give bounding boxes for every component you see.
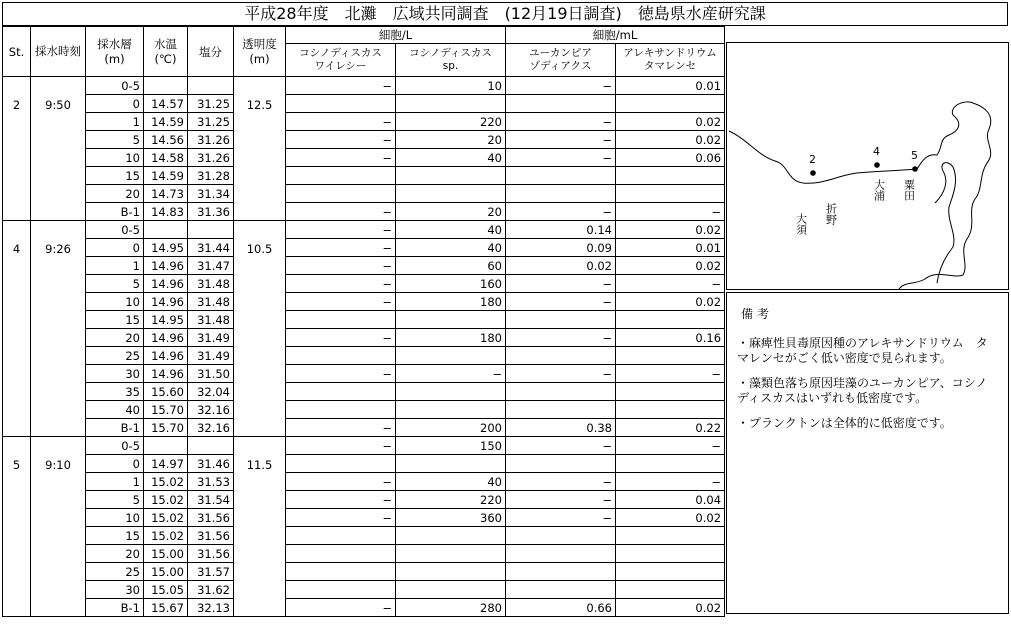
- header-depth: 採水層(m): [86, 27, 144, 77]
- count-eucampia-cell: 0.38: [506, 419, 616, 437]
- sampling-time-cell: 9:10: [31, 437, 86, 617]
- count-eucampia-cell: [506, 95, 616, 113]
- count-wailesii-cell: [286, 455, 396, 473]
- salinity-cell: 31.48: [188, 293, 234, 311]
- count-coscinodiscus-sp-cell: [396, 581, 506, 599]
- count-alexandrium-cell: −: [616, 275, 725, 293]
- count-wailesii-cell: [286, 527, 396, 545]
- header-row-1: [3, 27, 725, 44]
- count-coscinodiscus-sp-cell: [396, 347, 506, 365]
- header-cells-per-L: 細胞/L: [286, 27, 506, 44]
- count-eucampia-cell: [506, 563, 616, 581]
- remarks-heading: 備考: [741, 307, 774, 321]
- count-eucampia-cell: −: [506, 473, 616, 491]
- salinity-cell: 31.34: [188, 185, 234, 203]
- header-station: St.: [3, 27, 31, 77]
- count-wailesii-cell: [286, 581, 396, 599]
- count-wailesii-cell: [286, 185, 396, 203]
- count-coscinodiscus-sp-cell: [396, 95, 506, 113]
- depth-cell: 20: [86, 185, 144, 203]
- table-row: [3, 545, 725, 563]
- count-eucampia-cell: −: [506, 77, 616, 95]
- count-coscinodiscus-sp-cell: 200: [396, 419, 506, 437]
- water-temp-cell: 15.02: [144, 491, 188, 509]
- count-wailesii-cell: −: [286, 221, 396, 239]
- salinity-cell: 31.50: [188, 365, 234, 383]
- count-wailesii-cell: [286, 95, 396, 113]
- table-row: [3, 95, 725, 113]
- depth-cell: B-1: [86, 203, 144, 221]
- count-coscinodiscus-sp-cell: [396, 167, 506, 185]
- count-alexandrium-cell: [616, 185, 725, 203]
- sampling-time-cell: 9:50: [31, 77, 86, 221]
- water-temp-cell: 14.56: [144, 131, 188, 149]
- count-alexandrium-cell: 0.01: [616, 239, 725, 257]
- count-eucampia-cell: [506, 581, 616, 599]
- depth-cell: 10: [86, 149, 144, 167]
- salinity-cell: 31.49: [188, 347, 234, 365]
- depth-cell: 35: [86, 383, 144, 401]
- water-temp-cell: 14.96: [144, 329, 188, 347]
- salinity-cell: 32.16: [188, 419, 234, 437]
- count-coscinodiscus-sp-cell: 220: [396, 491, 506, 509]
- count-eucampia-cell: [506, 167, 616, 185]
- count-alexandrium-cell: [616, 311, 725, 329]
- count-alexandrium-cell: [616, 167, 725, 185]
- table-row: [3, 167, 725, 185]
- table-row: [3, 437, 725, 455]
- table-row: [3, 491, 725, 509]
- sampling-time-cell: 9:26: [31, 221, 86, 437]
- count-wailesii-cell: −: [286, 257, 396, 275]
- salinity-cell: 31.56: [188, 509, 234, 527]
- salinity-cell: 31.54: [188, 491, 234, 509]
- table-row: [3, 311, 725, 329]
- table-row: [3, 77, 725, 95]
- count-wailesii-cell: [286, 545, 396, 563]
- salinity-cell: 31.47: [188, 257, 234, 275]
- table-row: [3, 239, 725, 257]
- station-2-marker: [810, 170, 816, 176]
- count-alexandrium-cell: 0.02: [616, 509, 725, 527]
- water-temp-cell: 14.59: [144, 113, 188, 131]
- water-temp-cell: 15.02: [144, 509, 188, 527]
- depth-cell: 0: [86, 455, 144, 473]
- salinity-cell: 31.53: [188, 473, 234, 491]
- station-4-marker: [874, 162, 880, 168]
- count-alexandrium-cell: [616, 527, 725, 545]
- count-coscinodiscus-sp-cell: 10: [396, 77, 506, 95]
- header-species-3: ユーカンピア ゾディアクス: [506, 44, 616, 77]
- salinity-cell: 31.62: [188, 581, 234, 599]
- count-wailesii-cell: −: [286, 365, 396, 383]
- count-wailesii-cell: −: [286, 275, 396, 293]
- water-temp-cell: 14.83: [144, 203, 188, 221]
- count-wailesii-cell: [286, 383, 396, 401]
- count-coscinodiscus-sp-cell: [396, 455, 506, 473]
- table-row: [3, 509, 725, 527]
- depth-cell: 30: [86, 365, 144, 383]
- count-wailesii-cell: −: [286, 131, 396, 149]
- count-coscinodiscus-sp-cell: 40: [396, 221, 506, 239]
- count-alexandrium-cell: −: [616, 203, 725, 221]
- table-row: [3, 599, 725, 617]
- count-coscinodiscus-sp-cell: [396, 311, 506, 329]
- table-row: [3, 221, 725, 239]
- count-wailesii-cell: −: [286, 509, 396, 527]
- depth-cell: 30: [86, 581, 144, 599]
- water-temp-cell: 15.60: [144, 383, 188, 401]
- depth-cell: 10: [86, 509, 144, 527]
- header-time: 採水時刻: [31, 27, 86, 77]
- depth-cell: 15: [86, 167, 144, 185]
- water-temp-cell: 15.02: [144, 527, 188, 545]
- count-wailesii-cell: [286, 347, 396, 365]
- transparency-cell: 12.5: [234, 77, 286, 221]
- depth-cell: 5: [86, 491, 144, 509]
- count-alexandrium-cell: [616, 455, 725, 473]
- count-wailesii-cell: [286, 563, 396, 581]
- table-row: [3, 329, 725, 347]
- count-coscinodiscus-sp-cell: 40: [396, 239, 506, 257]
- water-temp-cell: 14.96: [144, 365, 188, 383]
- water-temp-cell: 14.58: [144, 149, 188, 167]
- table-row: [3, 347, 725, 365]
- count-eucampia-cell: [506, 545, 616, 563]
- salinity-cell: 31.26: [188, 131, 234, 149]
- count-coscinodiscus-sp-cell: −: [396, 365, 506, 383]
- count-alexandrium-cell: −: [616, 473, 725, 491]
- count-eucampia-cell: 0.09: [506, 239, 616, 257]
- salinity-cell: 31.44: [188, 239, 234, 257]
- salinity-cell: 31.48: [188, 311, 234, 329]
- salinity-cell: 32.04: [188, 383, 234, 401]
- salinity-cell: 32.13: [188, 599, 234, 617]
- water-temp-cell: 15.70: [144, 401, 188, 419]
- water-temp-cell: 14.96: [144, 257, 188, 275]
- depth-cell: 15: [86, 527, 144, 545]
- station-5-marker: [912, 166, 918, 172]
- count-coscinodiscus-sp-cell: [396, 185, 506, 203]
- place-orino: 折野: [824, 203, 838, 225]
- count-eucampia-cell: −: [506, 275, 616, 293]
- table-row: [3, 365, 725, 383]
- place-oura: 大浦: [872, 179, 886, 201]
- count-eucampia-cell: 0.02: [506, 257, 616, 275]
- count-coscinodiscus-sp-cell: 150: [396, 437, 506, 455]
- count-wailesii-cell: −: [286, 239, 396, 257]
- table-row: [3, 383, 725, 401]
- header-species-4: アレキサンドリウム タマレンセ: [616, 44, 725, 77]
- count-wailesii-cell: −: [286, 77, 396, 95]
- count-alexandrium-cell: 0.01: [616, 77, 725, 95]
- salinity-cell: [188, 221, 234, 239]
- header-species-1: コシノディスカス ワイレシー: [286, 44, 396, 77]
- count-coscinodiscus-sp-cell: 180: [396, 329, 506, 347]
- table-row: [3, 275, 725, 293]
- water-temp-cell: 15.70: [144, 419, 188, 437]
- depth-cell: 5: [86, 131, 144, 149]
- count-coscinodiscus-sp-cell: 180: [396, 293, 506, 311]
- table-row: [3, 581, 725, 599]
- count-wailesii-cell: −: [286, 473, 396, 491]
- salinity-cell: 31.25: [188, 113, 234, 131]
- count-eucampia-cell: [506, 185, 616, 203]
- count-wailesii-cell: −: [286, 437, 396, 455]
- water-temp-cell: 14.95: [144, 239, 188, 257]
- water-temp-cell: 15.05: [144, 581, 188, 599]
- depth-cell: B-1: [86, 419, 144, 437]
- header-transparency: 透明度(m): [234, 27, 286, 77]
- depth-cell: 0: [86, 95, 144, 113]
- water-temp-cell: 14.96: [144, 275, 188, 293]
- count-wailesii-cell: −: [286, 329, 396, 347]
- depth-cell: 1: [86, 113, 144, 131]
- water-temp-cell: 15.00: [144, 545, 188, 563]
- count-alexandrium-cell: 0.22: [616, 419, 725, 437]
- table-row: [3, 257, 725, 275]
- count-wailesii-cell: [286, 311, 396, 329]
- salinity-cell: 31.28: [188, 167, 234, 185]
- table-row: [3, 131, 725, 149]
- count-alexandrium-cell: [616, 347, 725, 365]
- salinity-cell: 31.57: [188, 563, 234, 581]
- count-alexandrium-cell: [616, 545, 725, 563]
- count-wailesii-cell: −: [286, 203, 396, 221]
- table-row: [3, 113, 725, 131]
- count-eucampia-cell: [506, 311, 616, 329]
- count-wailesii-cell: −: [286, 599, 396, 617]
- count-eucampia-cell: −: [506, 365, 616, 383]
- location-map: [726, 42, 1009, 290]
- transparency-cell: 11.5: [234, 437, 286, 617]
- water-temp-cell: 14.59: [144, 167, 188, 185]
- remarks-panel: [726, 292, 1009, 614]
- salinity-cell: 31.36: [188, 203, 234, 221]
- depth-cell: 0: [86, 239, 144, 257]
- remark-item-3: ・プランクトンは全体的に低密度です。: [737, 416, 952, 430]
- depth-cell: 0-5: [86, 77, 144, 95]
- count-coscinodiscus-sp-cell: 20: [396, 203, 506, 221]
- table-row: [3, 563, 725, 581]
- count-eucampia-cell: [506, 527, 616, 545]
- station-4-label: 4: [873, 145, 880, 158]
- count-coscinodiscus-sp-cell: [396, 383, 506, 401]
- data-body: [3, 77, 725, 617]
- count-coscinodiscus-sp-cell: 280: [396, 599, 506, 617]
- depth-cell: B-1: [86, 599, 144, 617]
- table-row: [3, 527, 725, 545]
- count-eucampia-cell: [506, 455, 616, 473]
- count-eucampia-cell: −: [506, 509, 616, 527]
- depth-cell: 5: [86, 275, 144, 293]
- place-osu: 大須: [794, 213, 808, 235]
- count-alexandrium-cell: 0.02: [616, 221, 725, 239]
- count-wailesii-cell: −: [286, 149, 396, 167]
- count-alexandrium-cell: −: [616, 365, 725, 383]
- count-alexandrium-cell: 0.02: [616, 293, 725, 311]
- table-row: [3, 401, 725, 419]
- header-water-temp: 水温(℃): [144, 27, 188, 77]
- count-alexandrium-cell: [616, 95, 725, 113]
- count-eucampia-cell: [506, 347, 616, 365]
- salinity-cell: 31.56: [188, 545, 234, 563]
- count-alexandrium-cell: 0.04: [616, 491, 725, 509]
- count-coscinodiscus-sp-cell: [396, 401, 506, 419]
- count-eucampia-cell: −: [506, 113, 616, 131]
- water-temp-cell: 15.00: [144, 563, 188, 581]
- depth-cell: 10: [86, 293, 144, 311]
- count-wailesii-cell: −: [286, 113, 396, 131]
- depth-cell: 25: [86, 563, 144, 581]
- count-wailesii-cell: [286, 167, 396, 185]
- count-coscinodiscus-sp-cell: 160: [396, 275, 506, 293]
- salinity-cell: 31.49: [188, 329, 234, 347]
- table-row: [3, 185, 725, 203]
- table-row: [3, 473, 725, 491]
- salinity-cell: 32.16: [188, 401, 234, 419]
- salinity-cell: 31.26: [188, 149, 234, 167]
- count-coscinodiscus-sp-cell: 40: [396, 149, 506, 167]
- count-eucampia-cell: −: [506, 329, 616, 347]
- count-eucampia-cell: [506, 401, 616, 419]
- count-eucampia-cell: −: [506, 149, 616, 167]
- water-temp-cell: 14.96: [144, 347, 188, 365]
- count-wailesii-cell: −: [286, 293, 396, 311]
- count-eucampia-cell: −: [506, 437, 616, 455]
- station-2-label: 2: [809, 153, 816, 166]
- salinity-cell: [188, 77, 234, 95]
- count-alexandrium-cell: −: [616, 437, 725, 455]
- water-temp-cell: 15.02: [144, 473, 188, 491]
- depth-cell: 0-5: [86, 437, 144, 455]
- count-alexandrium-cell: 0.02: [616, 257, 725, 275]
- depth-cell: 25: [86, 347, 144, 365]
- count-eucampia-cell: −: [506, 491, 616, 509]
- water-temp-cell: [144, 437, 188, 455]
- count-coscinodiscus-sp-cell: [396, 563, 506, 581]
- water-temp-cell: 15.67: [144, 599, 188, 617]
- header-salinity: 塩分: [188, 27, 234, 77]
- count-alexandrium-cell: 0.02: [616, 599, 725, 617]
- report-title: 平成28年度 北灘 広域共同調査 (12月19日調査) 徳島県水産研究課: [2, 2, 1008, 26]
- water-temp-cell: 14.57: [144, 95, 188, 113]
- header-species-2: コシノディスカス sp.: [396, 44, 506, 77]
- place-awata: 粟田: [902, 179, 916, 201]
- water-temp-cell: [144, 77, 188, 95]
- count-alexandrium-cell: [616, 563, 725, 581]
- depth-cell: 15: [86, 311, 144, 329]
- count-wailesii-cell: −: [286, 491, 396, 509]
- count-eucampia-cell: 0.66: [506, 599, 616, 617]
- count-wailesii-cell: −: [286, 419, 396, 437]
- station-id-cell: 5: [3, 437, 31, 617]
- count-eucampia-cell: −: [506, 131, 616, 149]
- water-temp-cell: [144, 221, 188, 239]
- water-temp-cell: 14.96: [144, 293, 188, 311]
- count-coscinodiscus-sp-cell: 220: [396, 113, 506, 131]
- count-alexandrium-cell: 0.16: [616, 329, 725, 347]
- count-alexandrium-cell: [616, 383, 725, 401]
- count-wailesii-cell: [286, 401, 396, 419]
- coastline-map: [727, 43, 1008, 289]
- depth-cell: 1: [86, 257, 144, 275]
- count-coscinodiscus-sp-cell: 60: [396, 257, 506, 275]
- depth-cell: 1: [86, 473, 144, 491]
- table-row: [3, 149, 725, 167]
- count-alexandrium-cell: 0.02: [616, 131, 725, 149]
- count-coscinodiscus-sp-cell: 40: [396, 473, 506, 491]
- depth-cell: 0-5: [86, 221, 144, 239]
- salinity-cell: 31.25: [188, 95, 234, 113]
- water-temp-cell: 14.97: [144, 455, 188, 473]
- water-temp-cell: 14.95: [144, 311, 188, 329]
- salinity-cell: 31.56: [188, 527, 234, 545]
- count-coscinodiscus-sp-cell: 20: [396, 131, 506, 149]
- count-alexandrium-cell: 0.02: [616, 113, 725, 131]
- count-coscinodiscus-sp-cell: 360: [396, 509, 506, 527]
- count-eucampia-cell: −: [506, 293, 616, 311]
- station-id-cell: 4: [3, 221, 31, 437]
- salinity-cell: [188, 437, 234, 455]
- count-eucampia-cell: [506, 383, 616, 401]
- remark-item-2: ・藻類色落ち原因珪藻のユーカンピア、コシノディスカスはいずれも低密度です。: [737, 376, 988, 405]
- count-alexandrium-cell: 0.06: [616, 149, 725, 167]
- station-5-label: 5: [911, 149, 918, 162]
- survey-data-table: [2, 26, 725, 617]
- depth-cell: 20: [86, 329, 144, 347]
- salinity-cell: 31.48: [188, 275, 234, 293]
- table-row: [3, 455, 725, 473]
- transparency-cell: 10.5: [234, 221, 286, 437]
- salinity-cell: 31.46: [188, 455, 234, 473]
- count-eucampia-cell: −: [506, 203, 616, 221]
- count-coscinodiscus-sp-cell: [396, 527, 506, 545]
- table-row: [3, 293, 725, 311]
- count-eucampia-cell: 0.14: [506, 221, 616, 239]
- table-row: [3, 419, 725, 437]
- depth-cell: 40: [86, 401, 144, 419]
- count-coscinodiscus-sp-cell: [396, 545, 506, 563]
- count-alexandrium-cell: [616, 581, 725, 599]
- depth-cell: 20: [86, 545, 144, 563]
- table-row: [3, 203, 725, 221]
- remark-item-1: ・麻痺性貝毒原因種のアレキサンドリウム タマレンセがごく低い密度で見られます。: [737, 336, 988, 365]
- station-id-cell: 2: [3, 77, 31, 221]
- count-alexandrium-cell: [616, 401, 725, 419]
- header-cells-per-mL: 細胞/mL: [506, 27, 725, 44]
- water-temp-cell: 14.73: [144, 185, 188, 203]
